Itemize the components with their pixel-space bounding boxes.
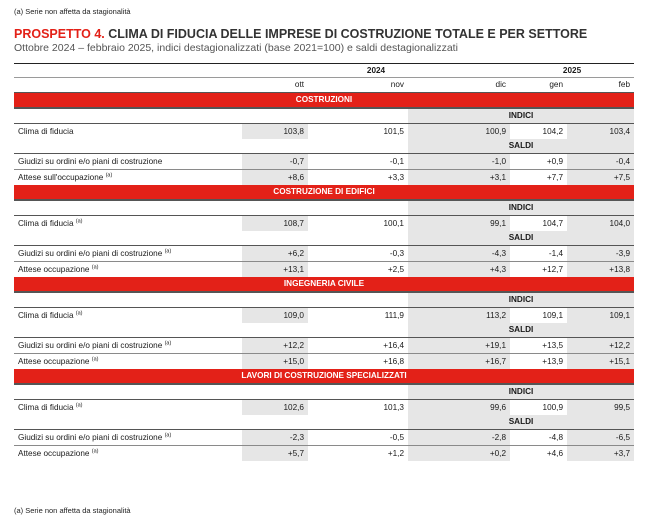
value-cell: +12,7 — [510, 262, 567, 278]
row-label: Clima di fiducia — [18, 219, 74, 228]
value-cell: 100,1 — [308, 216, 408, 232]
saldi-label: SALDI — [408, 231, 634, 246]
value-cell: -1,4 — [510, 246, 567, 262]
value-cell: 99,5 — [567, 400, 634, 416]
table-row — [14, 354, 634, 370]
row-label-cell — [14, 430, 242, 446]
month-header: nov — [308, 78, 408, 93]
table-row — [14, 216, 634, 232]
section-title: COSTRUZIONE DI EDIFICI — [14, 185, 634, 200]
row-label-cell — [14, 216, 242, 232]
table-subtitle: Ottobre 2024 – febbraio 2025, indici destagionalizzati (base 2021=100) e saldi destagionalizzati — [14, 42, 458, 54]
value-cell: +12,2 — [567, 338, 634, 354]
row-label: Attese occupazione — [18, 265, 90, 274]
value-cell: +13,1 — [242, 262, 308, 278]
value-cell: 103,4 — [567, 124, 634, 140]
value-cell: +13,9 — [510, 354, 567, 370]
value-cell: 109,1 — [567, 308, 634, 324]
value-cell: +16,4 — [308, 338, 408, 354]
value-cell: +15,0 — [242, 354, 308, 370]
value-cell: +3,7 — [567, 446, 634, 462]
table-row — [14, 170, 634, 186]
value-cell: +2,5 — [308, 262, 408, 278]
value-cell: +7,7 — [510, 170, 567, 186]
confidence-table — [14, 63, 634, 461]
table-body — [14, 93, 634, 462]
value-cell: 99,1 — [408, 216, 510, 232]
value-cell: 102,6 — [242, 400, 308, 416]
value-cell: -0,5 — [308, 430, 408, 446]
value-cell: 111,9 — [308, 308, 408, 324]
table-row — [14, 154, 634, 170]
value-cell: -0,1 — [308, 154, 408, 170]
table-row — [14, 124, 634, 140]
footnote-marker: (a) — [75, 402, 83, 409]
section-title: LAVORI DI COSTRUZIONE SPECIALIZZATI — [14, 369, 634, 384]
footnote-marker: (a) — [164, 432, 172, 439]
row-label-cell — [14, 170, 242, 186]
value-cell: -6,5 — [567, 430, 634, 446]
year-2024: 2024 — [242, 64, 510, 78]
value-cell: 101,3 — [308, 400, 408, 416]
value-cell: -4,3 — [408, 246, 510, 262]
value-cell: -0,3 — [308, 246, 408, 262]
footnote-bottom: (a) Serie non affetta da stagionalità — [14, 506, 131, 515]
section-header-row — [14, 93, 634, 109]
value-cell: -1,0 — [408, 154, 510, 170]
value-cell: -0,7 — [242, 154, 308, 170]
row-label: Attese sull'occupazione — [18, 173, 104, 182]
table-row — [14, 400, 634, 416]
value-cell: -0,4 — [567, 154, 634, 170]
value-cell: 109,0 — [242, 308, 308, 324]
value-cell: +6,2 — [242, 246, 308, 262]
value-cell: +0,2 — [408, 446, 510, 462]
value-cell: +19,1 — [408, 338, 510, 354]
indici-subheader-row — [14, 200, 634, 216]
value-cell: 100,9 — [408, 124, 510, 140]
footnote-marker: (a) — [105, 172, 113, 179]
month-header: dic — [408, 78, 510, 93]
value-cell: -2,8 — [408, 430, 510, 446]
footnote-marker: (a) — [91, 356, 99, 363]
footnote-top: (a) Serie non affetta da stagionalità — [14, 7, 131, 16]
value-cell: 104,2 — [510, 124, 567, 140]
saldi-subheader-row — [14, 139, 634, 154]
row-label-cell — [14, 338, 242, 354]
indici-subheader-row — [14, 108, 634, 124]
value-cell: +16,7 — [408, 354, 510, 370]
row-label-cell — [14, 124, 242, 140]
section-header-row — [14, 185, 634, 200]
saldi-subheader-row — [14, 415, 634, 430]
value-cell: +13,5 — [510, 338, 567, 354]
value-cell: +7,5 — [567, 170, 634, 186]
footnote-marker: (a) — [75, 218, 83, 225]
row-label-cell — [14, 308, 242, 324]
footnote-marker: (a) — [164, 340, 172, 347]
value-cell: +15,1 — [567, 354, 634, 370]
title-text: CLIMA DI FIDUCIA DELLE IMPRESE DI COSTRUZIONE TOTALE E PER SETTORE — [104, 27, 588, 41]
value-cell: -4,8 — [510, 430, 567, 446]
value-cell: 99,6 — [408, 400, 510, 416]
value-cell: -3,9 — [567, 246, 634, 262]
table-row — [14, 262, 634, 278]
title-prefix: PROSPETTO 4. — [14, 27, 105, 41]
month-header: gen — [510, 78, 567, 93]
saldi-subheader-row — [14, 323, 634, 338]
value-cell: 101,5 — [308, 124, 408, 140]
indici-label: INDICI — [408, 108, 634, 124]
saldi-subheader-row — [14, 231, 634, 246]
section-header-row — [14, 369, 634, 384]
row-label-cell — [14, 400, 242, 416]
value-cell: +3,1 — [408, 170, 510, 186]
value-cell: +16,8 — [308, 354, 408, 370]
footnote-marker: (a) — [91, 264, 99, 271]
row-label: Giudizi su ordini e/o piani di costruzione — [18, 433, 163, 442]
value-cell: +3,3 — [308, 170, 408, 186]
month-header: ott — [242, 78, 308, 93]
month-header-row — [14, 78, 634, 93]
row-label: Attese occupazione — [18, 449, 90, 458]
value-cell: +0,9 — [510, 154, 567, 170]
value-cell: +5,7 — [242, 446, 308, 462]
footnote-marker: (a) — [91, 448, 99, 455]
indici-subheader-row — [14, 384, 634, 400]
value-cell: 113,2 — [408, 308, 510, 324]
row-label: Giudizi su ordini e/o piani di costruzione — [18, 249, 163, 258]
value-cell: +4,3 — [408, 262, 510, 278]
value-cell: 100,9 — [510, 400, 567, 416]
indici-label: INDICI — [408, 384, 634, 400]
value-cell: +13,8 — [567, 262, 634, 278]
footnote-marker: (a) — [75, 310, 83, 317]
value-cell: -2,3 — [242, 430, 308, 446]
table-row — [14, 308, 634, 324]
saldi-label: SALDI — [408, 323, 634, 338]
value-cell: 103,8 — [242, 124, 308, 140]
row-label-cell — [14, 154, 242, 170]
row-label-cell — [14, 246, 242, 262]
section-header-row — [14, 277, 634, 292]
row-label-cell — [14, 446, 242, 462]
table-row — [14, 446, 634, 462]
table-row — [14, 430, 634, 446]
row-label: Clima di fiducia — [18, 311, 74, 320]
row-label: Clima di fiducia — [18, 127, 74, 136]
year-2025: 2025 — [510, 64, 634, 78]
month-header: feb — [567, 78, 634, 93]
row-label: Clima di fiducia — [18, 403, 74, 412]
value-cell: 109,1 — [510, 308, 567, 324]
indici-subheader-row — [14, 292, 634, 308]
saldi-label: SALDI — [408, 415, 634, 430]
section-title: INGEGNERIA CIVILE — [14, 277, 634, 292]
indici-label: INDICI — [408, 292, 634, 308]
row-label-cell — [14, 262, 242, 278]
section-title: COSTRUZIONI — [14, 93, 634, 109]
row-label: Giudizi su ordini e/o piani di costruzione — [18, 157, 163, 166]
row-label: Attese occupazione — [18, 357, 90, 366]
indici-label: INDICI — [408, 200, 634, 216]
year-header-row — [14, 64, 634, 78]
value-cell: +1,2 — [308, 446, 408, 462]
value-cell: +4,6 — [510, 446, 567, 462]
value-cell: 108,7 — [242, 216, 308, 232]
table-row — [14, 338, 634, 354]
value-cell: 104,0 — [567, 216, 634, 232]
value-cell: +12,2 — [242, 338, 308, 354]
value-cell: 104,7 — [510, 216, 567, 232]
value-cell: +8,6 — [242, 170, 308, 186]
saldi-label: SALDI — [408, 139, 634, 154]
footnote-marker: (a) — [164, 248, 172, 255]
row-label-cell — [14, 354, 242, 370]
table-row — [14, 246, 634, 262]
row-label: Giudizi su ordini e/o piani di costruzione — [18, 341, 163, 350]
table-title — [14, 27, 587, 41]
